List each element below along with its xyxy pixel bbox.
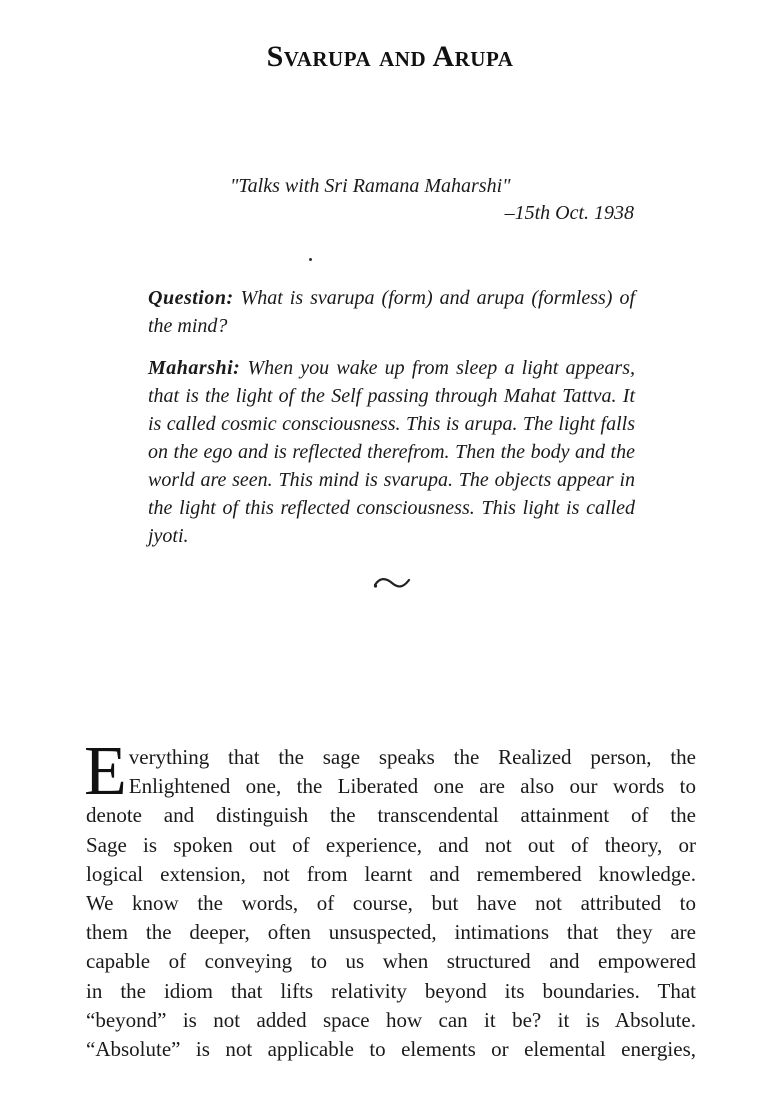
body-line: “beyond” is not added space how can it be? it is Absolute. bbox=[86, 1007, 696, 1032]
body-line: verything that the sage speaks the Realized person, the bbox=[128, 745, 696, 769]
body-line: Sage is spoken out of experience, and not out of theory, or bbox=[86, 832, 696, 857]
body-line: capable of conveying to us when structured and empowered bbox=[86, 949, 696, 974]
body-line: Enlightened one, the Liberated one are also our words to bbox=[128, 774, 696, 799]
answer-paragraph bbox=[148, 354, 635, 550]
question-speaker-label: Question: bbox=[148, 287, 234, 309]
tilde-ornament-icon bbox=[372, 572, 412, 592]
body-line: logical extension, not from learnt and remembered knowledge. bbox=[86, 861, 696, 886]
body-line: them the deeper, often unsuspected, intimations that they are bbox=[86, 920, 696, 945]
body-line: denote and distinguish the transcendental attainment of the bbox=[86, 803, 696, 828]
source-citation-title: "Talks with Sri Ramana Maharshi" bbox=[230, 175, 511, 197]
answer-text: When you wake up from sleep a light appears, that is the light of the Self passing through Mahat Tattva. It is called cosmic consciousness. This is arupa. The light falls on the ego and is reflected therefrom. Then the body and the world are seen. This mind is svarupa. The objects appear in the light of this reflected consciousness. This light is called jyoti. bbox=[148, 357, 635, 547]
body-paragraph bbox=[84, 733, 696, 1064]
source-citation-date: –15th Oct. 1938 bbox=[504, 202, 634, 224]
body-line: in the idiom that lifts relativity beyond its boundaries. That bbox=[86, 978, 696, 1003]
question-text: What is svarupa (form) and arupa (formless) of the mind? bbox=[148, 287, 635, 337]
answer-speaker-label: Maharshi: bbox=[148, 357, 241, 379]
drop-cap-letter: E bbox=[84, 733, 127, 810]
body-line: “Absolute” is not applicable to elements or elemental energies, bbox=[86, 1037, 696, 1062]
page-title: Svarupa and Arupa bbox=[266, 40, 514, 73]
body-line: We know the words, of course, but have not attributed to bbox=[86, 891, 696, 916]
question-paragraph bbox=[148, 284, 635, 340]
stray-dot-mark bbox=[309, 258, 312, 261]
